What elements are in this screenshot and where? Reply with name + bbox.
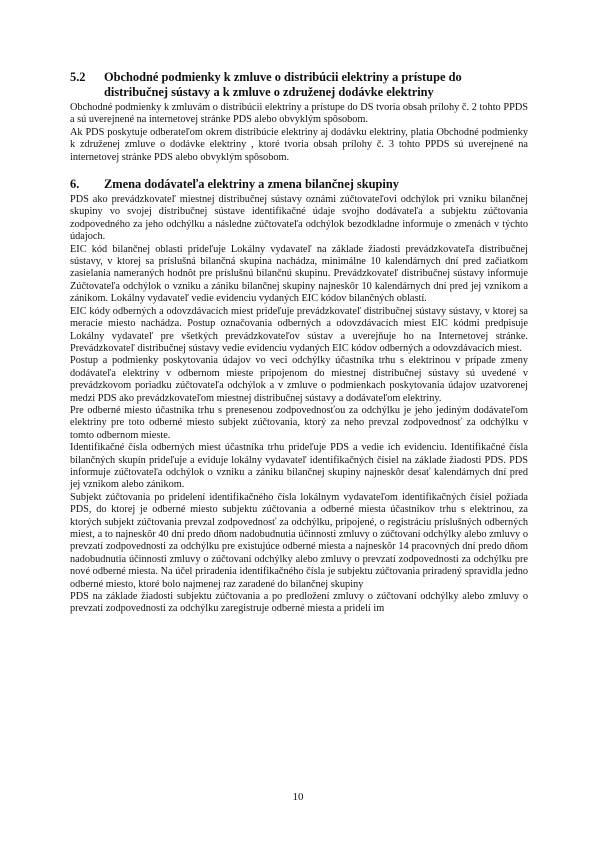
paragraph: Postup a podmienky poskytovania údajov vo veci odchýlky účastníka trhu s elektrinou v prípade zmeny dodávateľa elektriny v odbernom mieste pripojenom do miestnej distribučnej sústavy sú uvedené v prevádzkovom poriadku zúčtovateľa odchýlok a v zmluve o podmienkach poskytovania údajov uzatvorenej medzi PDS ako prevádzkovateľom miestnej distribučnej sústavy a dodávateľom elektriny. [70, 355, 528, 404]
page-number: 10 [292, 791, 304, 803]
section-title: Zmena dodávateľa elektriny a zmena bilančnej skupiny [104, 177, 399, 192]
paragraph: PDS ako prevádzkovateľ miestnej distribučnej sústavy oznámi zúčtovateľovi odchýlok pri vzniku bilančnej skupiny vo svojej distribučnej sústave identifikačné údaje svojho dodávateľa a subjektu zúčtovania zodpovedného za jeho odchýlku a následne zúčtovateľa odchýlok bezodkladne informuje o zmenách v týchto údajoch. [70, 194, 528, 243]
paragraph: PDS na základe žiadosti subjektu zúčtovania a po predložení zmluvy o zúčtovaní odchýlky alebo zmluvy o prevzatí zodpovednosti za odchýlku zaregistruje odberné miesta a pridelí im [70, 591, 528, 615]
paragraph: Subjekt zúčtovania po pridelení identifikačného čísla lokálnym vydavateľom identifikačných čísiel požiada PDS, do ktorej je odberné miesto subjektu zúčtovania a odberné miesta účastníkov trhu s elektrinou, za ktorých subjekt zúčtovania prevzal zodpovednosť za odchýlku, pripojené, o registráciu príslušných odberných miest, a to najneskôr 40 dní predo dňom nadobudnutia účinnosti zmluvy o zúčtovaní odchýlky alebo zmluvy o prevzatí zodpovednosti za odchýlku pre existujúce odberné miesta a najneskôr 14 pracovných dní predo dňom nadobudnutia účinnosti zmluvy o zúčtovaní odchýlky alebo zmluvy o prevzatí zodpovednosti za odchýlku pre nové odberné miesta. Na účel priradenia identifikačného čísla je subjektu zúčtovania priradený spravidla jedno odberné miesto, ktoré bolo najmenej raz zaradené do bilančnej skupiny [70, 491, 528, 590]
paragraph: EIC kód bilančnej oblasti prideľuje Lokálny vydavateľ na základe žiadosti prevádzkovateľa distribučnej sústavy, v ktorej sa príslušná bilančná skupina nachádza, minimálne 10 kalendárnych dní pred začiatkom zasielania nameraných hodnôt pre príslušnú bilančnú skupinu. Prevádzkovateľ distribučnej sústavy informuje Zúčtovateľa odchýlok o vzniku a zániku bilančnej skupiny najneskôr 10 kalendárnych dní pred jej vznikom a zánikom. Lokálny vydavateľ vedie evidenciu vydaných EIC kódov bilančných oblastí. [70, 243, 528, 305]
paragraph: EIC kódy odberných a odovzdávacích miest prideľuje prevádzkovateľ distribučnej sústavy sústavy, v ktorej sa meracie miesto nachádza. Postup označovania odberných a odovzdávacích miest EIC kódmi predpisuje Lokálny vydavateľ pre všetkých prevádzkovateľov sústav a uverejňuje ho na Internetovej stránke. Prevádzkovateľ distribučnej sústavy vedie evidenciu vydaných EIC kódov odberných a odovzdávacích miest. [70, 305, 528, 354]
section-heading-6 [70, 177, 528, 192]
section-title: Obchodné podmienky k zmluve o distribúcii elektriny a prístupe do distribučnej sústavy a k zmluve o združenej dodávke elektriny [104, 70, 462, 99]
paragraph: Pre odberné miesto účastníka trhu s prenesenou zodpovednosťou za odchýlku je jeho jediným dodávateľom elektriny pre toto odberné miesto subjekt zúčtovania, ktorý za neho prevzal zodpovednosť za odchýlku v tomto odbernom mieste. [70, 404, 528, 441]
paragraph: Ak PDS poskytuje odberateľom okrem distribúcie elektriny aj dodávku elektriny, platia Obchodné podmienky k združenej zmluve o dodávke elektriny , ktoré tvoria obsah prílohy č. 3 tohto PPDS sú uverejnené na internetovej stránke PDS alebo obvyklým spôsobom. [70, 126, 528, 163]
section-number: 5.2 [70, 70, 86, 84]
section-heading-5-2 [70, 70, 528, 100]
paragraph: Identifikačné čísla odberných miest účastníka trhu prideľuje PDS a vedie ich evidenciu. Identifikačné čísla bilančných skupín prideľuje a eviduje lokálny vydavateľ identifikačných čísiel na základe žiadosti PDS. PDS informuje zúčtovateľa odchýlok o vzniku a zániku bilančnej skupiny najneskôr desať kalendárnych dní pred jej vznikom alebo zánikom. [70, 442, 528, 491]
section-number: 6. [70, 177, 80, 192]
paragraph: Obchodné podmienky k zmluvám o distribúcii elektriny a prístupe do DS tvoria obsah prílohy č. 2 tohto PPDS a sú uverejnené na internetovej stránke PDS alebo obvyklým spôsobom. [70, 102, 528, 126]
